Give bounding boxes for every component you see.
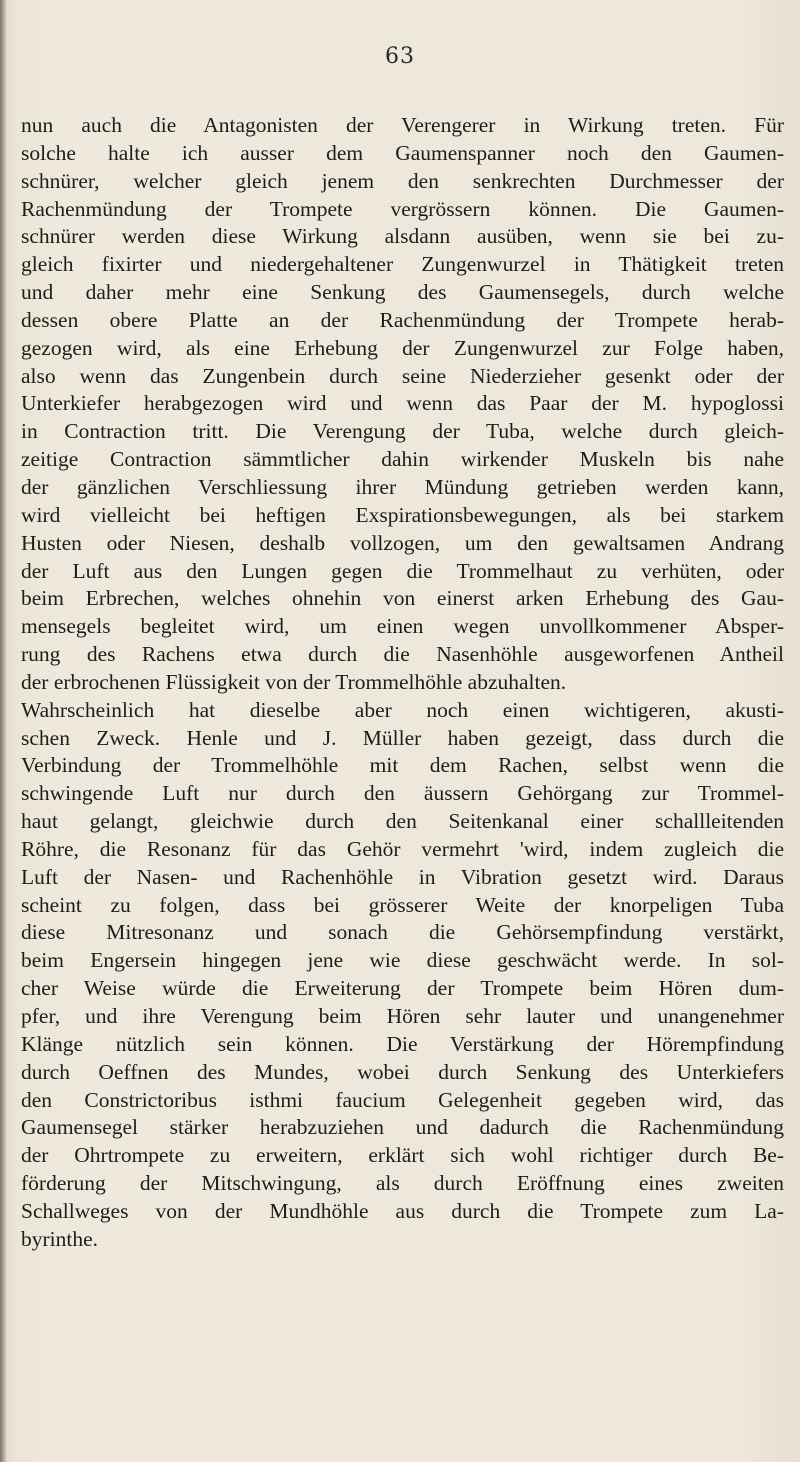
text-line: also wenn das Zungenbein durch seine Niederzieher gesenkt oder der — [21, 363, 784, 388]
text-line: dessen obere Platte an der Rachenmündung der Trompete herab- — [21, 307, 784, 332]
page-number: 63 — [385, 44, 415, 69]
text-line: Husten oder Niesen, deshalb vollzogen, um den gewaltsamen Andrang — [21, 530, 784, 555]
text-line: zeitige Contraction sämmtlicher dahin wirkender Muskeln bis nahe — [21, 447, 784, 472]
text-line: Klänge nützlich sein können. Die Verstärkung der Hörempfindung — [21, 1031, 784, 1056]
text-line: wird vielleicht bei heftigen Exspirationsbewegungen, als bei starkem — [21, 502, 784, 527]
text-line: gleich fixirter und niedergehaltener Zungenwurzel in Thätigkeit treten — [21, 252, 784, 277]
text-line: beim Engersein hingegen jene wie diese geschwächt werde. In sol- — [21, 948, 784, 973]
text-line: der erbrochenen Flüssigkeit von der Trommelhöhle abzuhalten. — [21, 669, 567, 694]
text-line: und daher mehr eine Senkung des Gaumensegels, durch welche — [21, 280, 784, 305]
text-line: Rachenmündung der Trompete vergrössern können. Die Gaumen- — [21, 196, 784, 221]
text-line: förderung der Mitschwingung, als durch Eröffnung eines zweiten — [21, 1171, 784, 1196]
text-line: Röhre, die Resonanz für das Gehör vermehrt 'wird, indem zugleich die — [21, 836, 784, 861]
text-line: mensegels begleitet wird, um einen wegen unvollkommener Absper- — [21, 614, 784, 639]
text-line: scheint zu folgen, dass bei grösserer Weite der knorpeligen Tuba — [21, 892, 784, 917]
text-line: der gänzlichen Verschliessung ihrer Mündung getrieben werden kann, — [21, 474, 784, 499]
text-line: Wahrscheinlich hat dieselbe aber noch einen wichtigeren, akusti- — [21, 697, 784, 722]
text-line: diese Mitresonanz und sonach die Gehörsempfindung verstärkt, — [21, 920, 784, 945]
text-line: in Contraction tritt. Die Verengung der Tuba, welche durch gleich- — [21, 419, 784, 444]
text-line: Gaumensegel stärker herabzuziehen und dadurch die Rachenmündung — [21, 1115, 784, 1140]
text-line: cher Weise würde die Erweiterung der Trompete beim Hören dum- — [21, 976, 784, 1001]
text-line: der Luft aus den Lungen gegen die Trommelhaut zu verhüten, oder — [21, 558, 784, 583]
body-text — [21, 112, 784, 1254]
page-binding-edge — [0, 0, 6, 1462]
text-line: byrinthe. — [21, 1226, 99, 1251]
text-line: rung des Rachens etwa durch die Nasenhöhle ausgeworfenen Antheil — [21, 642, 784, 667]
text-line: den Constrictoribus isthmi faucium Gelegenheit gegeben wird, das — [21, 1087, 784, 1112]
text-line: schnürer werden diese Wirkung alsdann ausüben, wenn sie bei zu- — [21, 224, 784, 249]
text-line: Unterkiefer herabgezogen wird und wenn das Paar der M. hypoglossi — [21, 391, 784, 416]
text-line: der Ohrtrompete zu erweitern, erklärt sich wohl richtiger durch Be- — [21, 1143, 784, 1168]
text-line: solche halte ich ausser dem Gaumenspanner noch den Gaumen- — [21, 140, 784, 165]
text-line: beim Erbrechen, welches ohnehin von einerst arken Erhebung des Gau- — [21, 586, 784, 611]
text-line: durch Oeffnen des Mundes, wobei durch Senkung des Unterkiefers — [21, 1059, 784, 1084]
text-line: pfer, und ihre Verengung beim Hören sehr lauter und unangenehmer — [21, 1004, 784, 1028]
text-line: Verbindung der Trommelhöhle mit dem Rachen, selbst wenn die — [21, 753, 784, 778]
text-line: schwingende Luft nur durch den äussern Gehörgang zur Trommel- — [21, 781, 784, 806]
text-line: schnürer, welcher gleich jenem den senkrechten Durchmesser der — [21, 168, 784, 193]
text-line: Luft der Nasen- und Rachenhöhle in Vibration gesetzt wird. Daraus — [21, 864, 784, 889]
text-line: gezogen wird, als eine Erhebung der Zungenwurzel zur Folge haben, — [21, 335, 784, 360]
text-line: haut gelangt, gleichwie durch den Seitenkanal einer schallleitenden — [21, 809, 784, 834]
text-line: schen Zweck. Henle und J. Müller haben gezeigt, dass durch die — [21, 725, 784, 750]
text-line: nun auch die Antagonisten der Verengerer in Wirkung treten. Für — [21, 113, 784, 137]
text-line: Schallweges von der Mundhöhle aus durch die Trompete zum La- — [21, 1198, 784, 1223]
